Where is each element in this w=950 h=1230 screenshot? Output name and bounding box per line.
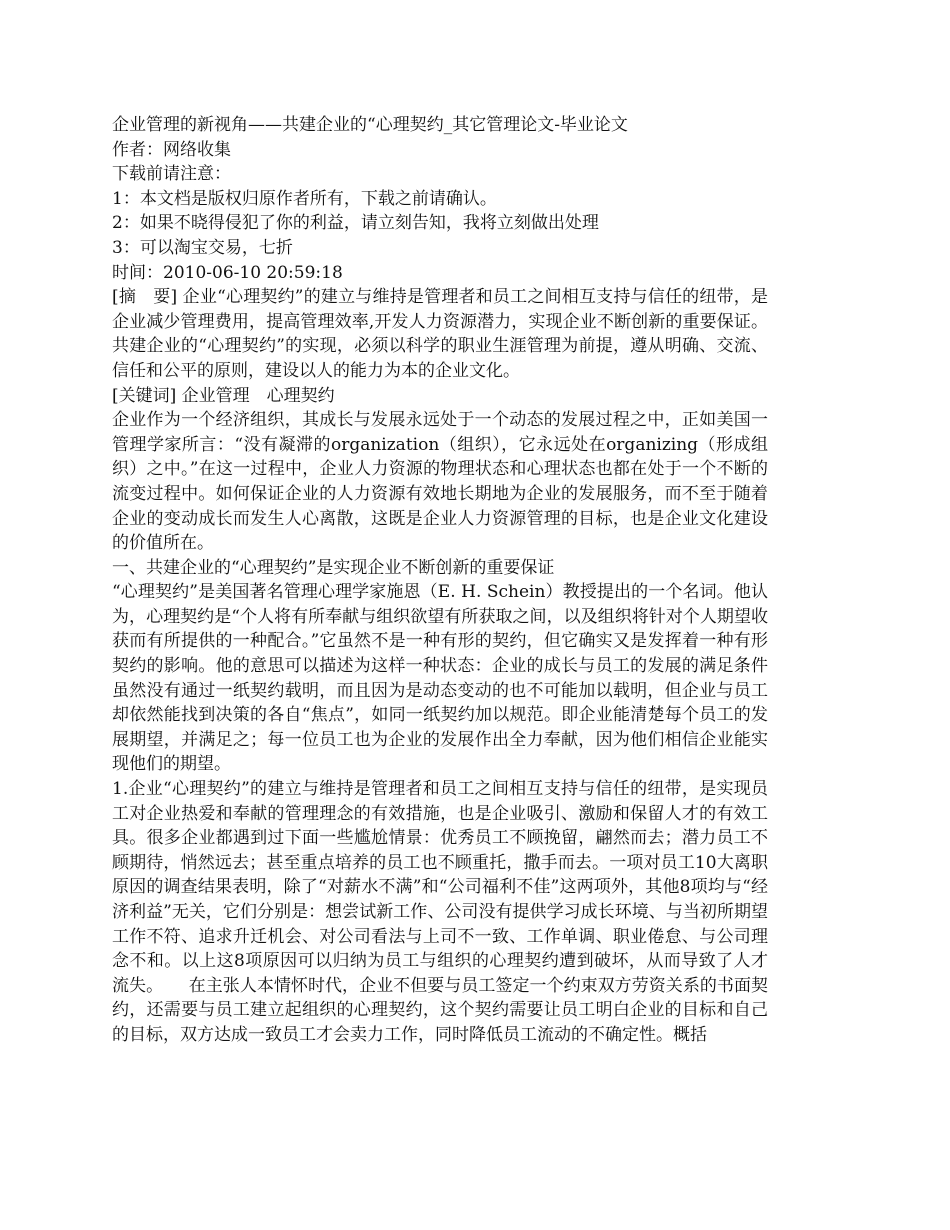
keywords-line: [关键词] 企业管理 心理契约: [112, 385, 335, 406]
intro-paragraph: 企业作为一个经济组织，其成长与发展永远处于一个动态的发展过程之中，正如美国一管理学家所言：“没有凝滞的organization（组织），它永远处在organizing（形成组织）之中。”在这一过程中，企业人力资源的物理状态和心理状态也都在处于一个不断的流变过程中。如何保证企业的人力资源有效地长期地为企业的发展服务，而不至于随着企业的变动成长而发生人心离散，这既是企业人力资源管理的目标，也是企业文化建设的价值所在。: [112, 410, 768, 554]
author-line: 作者：网络收集: [112, 139, 231, 160]
notice-item: 1：本文档是版权归原作者所有，下载之前请确认。: [112, 188, 497, 209]
abstract-paragraph: [摘 要] 企业“心理契约”的建立与维持是管理者和员工之间相互支持与信任的纽带，是企业减少管理费用，提高管理效率,开发人力资源潜力，实现企业不断创新的重要保证。共建企业的“心理契约”的实现，必须以科学的职业生涯管理为前提，遵从明确、交流、信任和公平的原则，建设以人的能力为本的企业文化。: [112, 287, 768, 381]
section-heading: 一、共建企业的“心理契约”是实现企业不断创新的重要保证: [112, 557, 555, 578]
document-title: 企业管理的新视角——共建企业的“心理契约_其它管理论文-毕业论文: [112, 115, 628, 135]
notice-item: 2：如果不晓得侵犯了你的利益，请立刻告知，我将立刻做出处理: [112, 213, 599, 234]
time-line: 时间：2010-06-10 20:59:18: [112, 262, 343, 283]
notice-item: 3：可以淘宝交易，七折: [112, 237, 293, 258]
section-paragraph: “心理契约”是美国著名管理心理学家施恩（E. H. Schein）教授提出的一个名词。他认为，心理契约是“个人将有所奉献与组织欲望有所获取之间，以及组织将针对个人期望收获而有所提供的一种配合。”它虽然不是一种有形的契约，但它确实又是发挥着一种有形契约的影响。他的意思可以描述为这样一种状态：企业的成长与员工的发展的满足条件虽然没有通过一纸契约载明，而且因为是动态变动的也不可能加以载明，但企业与员工却依然能找到决策的各自“焦点”，如同一纸契约加以规范。即企业能清楚每个员工的发展期望，并满足之；每一位员工也为企业的发展作出全力奉献，因为他们相信企业能实现他们的期望。: [112, 582, 768, 775]
notice-heading: 下载前请注意：: [112, 164, 231, 185]
document-page: [112, 113, 768, 1048]
section-paragraph: 1.企业“心理契约”的建立与维持是管理者和员工之间相互支持与信任的纽带，是实现员工对企业热爱和奉献的管理理念的有效措施，也是企业吸引、激励和保留人才的有效工具。很多企业都遇到过下面一些尴尬情景：优秀员工不顾挽留，翩然而去；潜力员工不顾期待，悄然远去；甚至重点培养的员工也不顾重托，撒手而去。一项对员工10大离职原因的调查结果表明，除了“对薪水不满”和“公司福利不佳”这两项外，其他8项均与“经济利益”无关，它们分别是：想尝试新工作、公司没有提供学习成长环境、与当初所期望工作不符、追求升迁机会、对公司看法与上司不一致、工作单调、职业倦怠、与公司理念不和。以上这8项原因可以归纳为员工与组织的心理契约遭到破坏，从而导致了人才流失。 在主张人本情怀时代，企业不但要与员工签定一个约束双方劳资关系的书面契约，还需要与员工建立起组织的心理契约，这个契约需要让员工明白企业的目标和自己的目标，双方达成一致员工才会卖力工作，同时降低员工流动的不确定性。概括: [112, 779, 768, 1045]
